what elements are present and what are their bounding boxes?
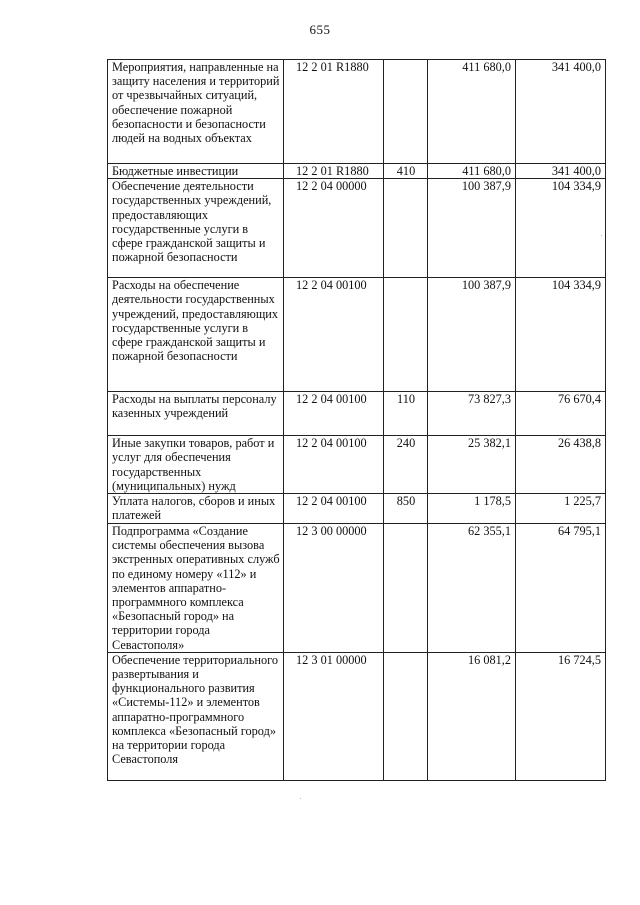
row-name-cell: Уплата налогов, сборов и иных платежей [108, 494, 284, 524]
row-name-cell: Обеспечение территориального развертывания и функционального развития «Системы-112» и элементов аппаратно-программного комплекса «Безопасный город» на территории города Севастополя [108, 652, 284, 780]
row-type-cell: 850 [384, 494, 428, 524]
row-name-cell: Расходы на обеспечение деятельности государственных учреждений, предоставляющих государственные услуги в сфере гражданской защиты и пожарной безопасности [108, 278, 284, 392]
row-code-cell: 12 2 04 00100 [284, 278, 384, 392]
row-code-cell: 12 2 01 R1880 [284, 60, 384, 164]
row-name-cell: Подпрограмма «Создание системы обеспечения вызова экстренных оперативных служб по единому номеру «112» и элементов аппаратно-программного комплекса «Безопасный город» на территории города Севастополя» [108, 524, 284, 653]
row-value1-cell: 411 680,0 [428, 60, 516, 164]
table-row [108, 164, 606, 179]
row-type-cell [384, 652, 428, 780]
row-value1-cell: 100 387,9 [428, 179, 516, 278]
row-name-cell: Иные закупки товаров, работ и услуг для обеспечения государственных (муниципальных) нужд [108, 436, 284, 494]
scan-speck [300, 798, 301, 799]
table-row [108, 278, 606, 392]
row-type-cell [384, 60, 428, 164]
row-value2-cell: 104 334,9 [516, 179, 606, 278]
row-code-cell: 12 2 04 00000 [284, 179, 384, 278]
row-value2-cell: 1 225,7 [516, 494, 606, 524]
row-type-cell [384, 278, 428, 392]
row-type-cell: 110 [384, 392, 428, 436]
row-code-cell: 12 2 04 00100 [284, 436, 384, 494]
row-value2-cell: 76 670,4 [516, 392, 606, 436]
table-row [108, 179, 606, 278]
page-number: 655 [309, 22, 331, 37]
row-name-cell: Мероприятия, направленные на защиту населения и территорий от чрезвычайных ситуаций, обеспечение пожарной безопасности и безопасности людей на водных объектах [108, 60, 284, 164]
row-value1-cell: 73 827,3 [428, 392, 516, 436]
table-row [108, 392, 606, 436]
row-value1-cell: 100 387,9 [428, 278, 516, 392]
scan-speck [601, 235, 602, 236]
row-type-cell [384, 524, 428, 653]
row-value2-cell: 341 400,0 [516, 60, 606, 164]
row-code-cell: 12 3 00 00000 [284, 524, 384, 653]
row-code-cell: 12 2 04 00100 [284, 494, 384, 524]
row-value2-cell: 26 438,8 [516, 436, 606, 494]
row-name-cell: Обеспечение деятельности государственных учреждений, предоставляющих государственные услуги в сфере гражданской защиты и пожарной безопасности [108, 179, 284, 278]
row-value2-cell: 341 400,0 [516, 164, 606, 179]
row-value1-cell: 62 355,1 [428, 524, 516, 653]
row-value1-cell: 25 382,1 [428, 436, 516, 494]
row-type-cell [384, 179, 428, 278]
row-value1-cell: 411 680,0 [428, 164, 516, 179]
row-code-cell: 12 3 01 00000 [284, 652, 384, 780]
table-row [108, 436, 606, 494]
row-name-cell: Расходы на выплаты персоналу казенных учреждений [108, 392, 284, 436]
budget-table [107, 59, 606, 781]
row-type-cell: 240 [384, 436, 428, 494]
row-code-cell: 12 2 01 R1880 [284, 164, 384, 179]
row-type-cell: 410 [384, 164, 428, 179]
table-row [108, 494, 606, 524]
table-row [108, 60, 606, 164]
row-value2-cell: 16 724,5 [516, 652, 606, 780]
row-value2-cell: 104 334,9 [516, 278, 606, 392]
row-value1-cell: 1 178,5 [428, 494, 516, 524]
table-row [108, 524, 606, 653]
row-value1-cell: 16 081,2 [428, 652, 516, 780]
table-row [108, 652, 606, 780]
row-value2-cell: 64 795,1 [516, 524, 606, 653]
row-code-cell: 12 2 04 00100 [284, 392, 384, 436]
row-name-cell: Бюджетные инвестиции [108, 164, 284, 179]
